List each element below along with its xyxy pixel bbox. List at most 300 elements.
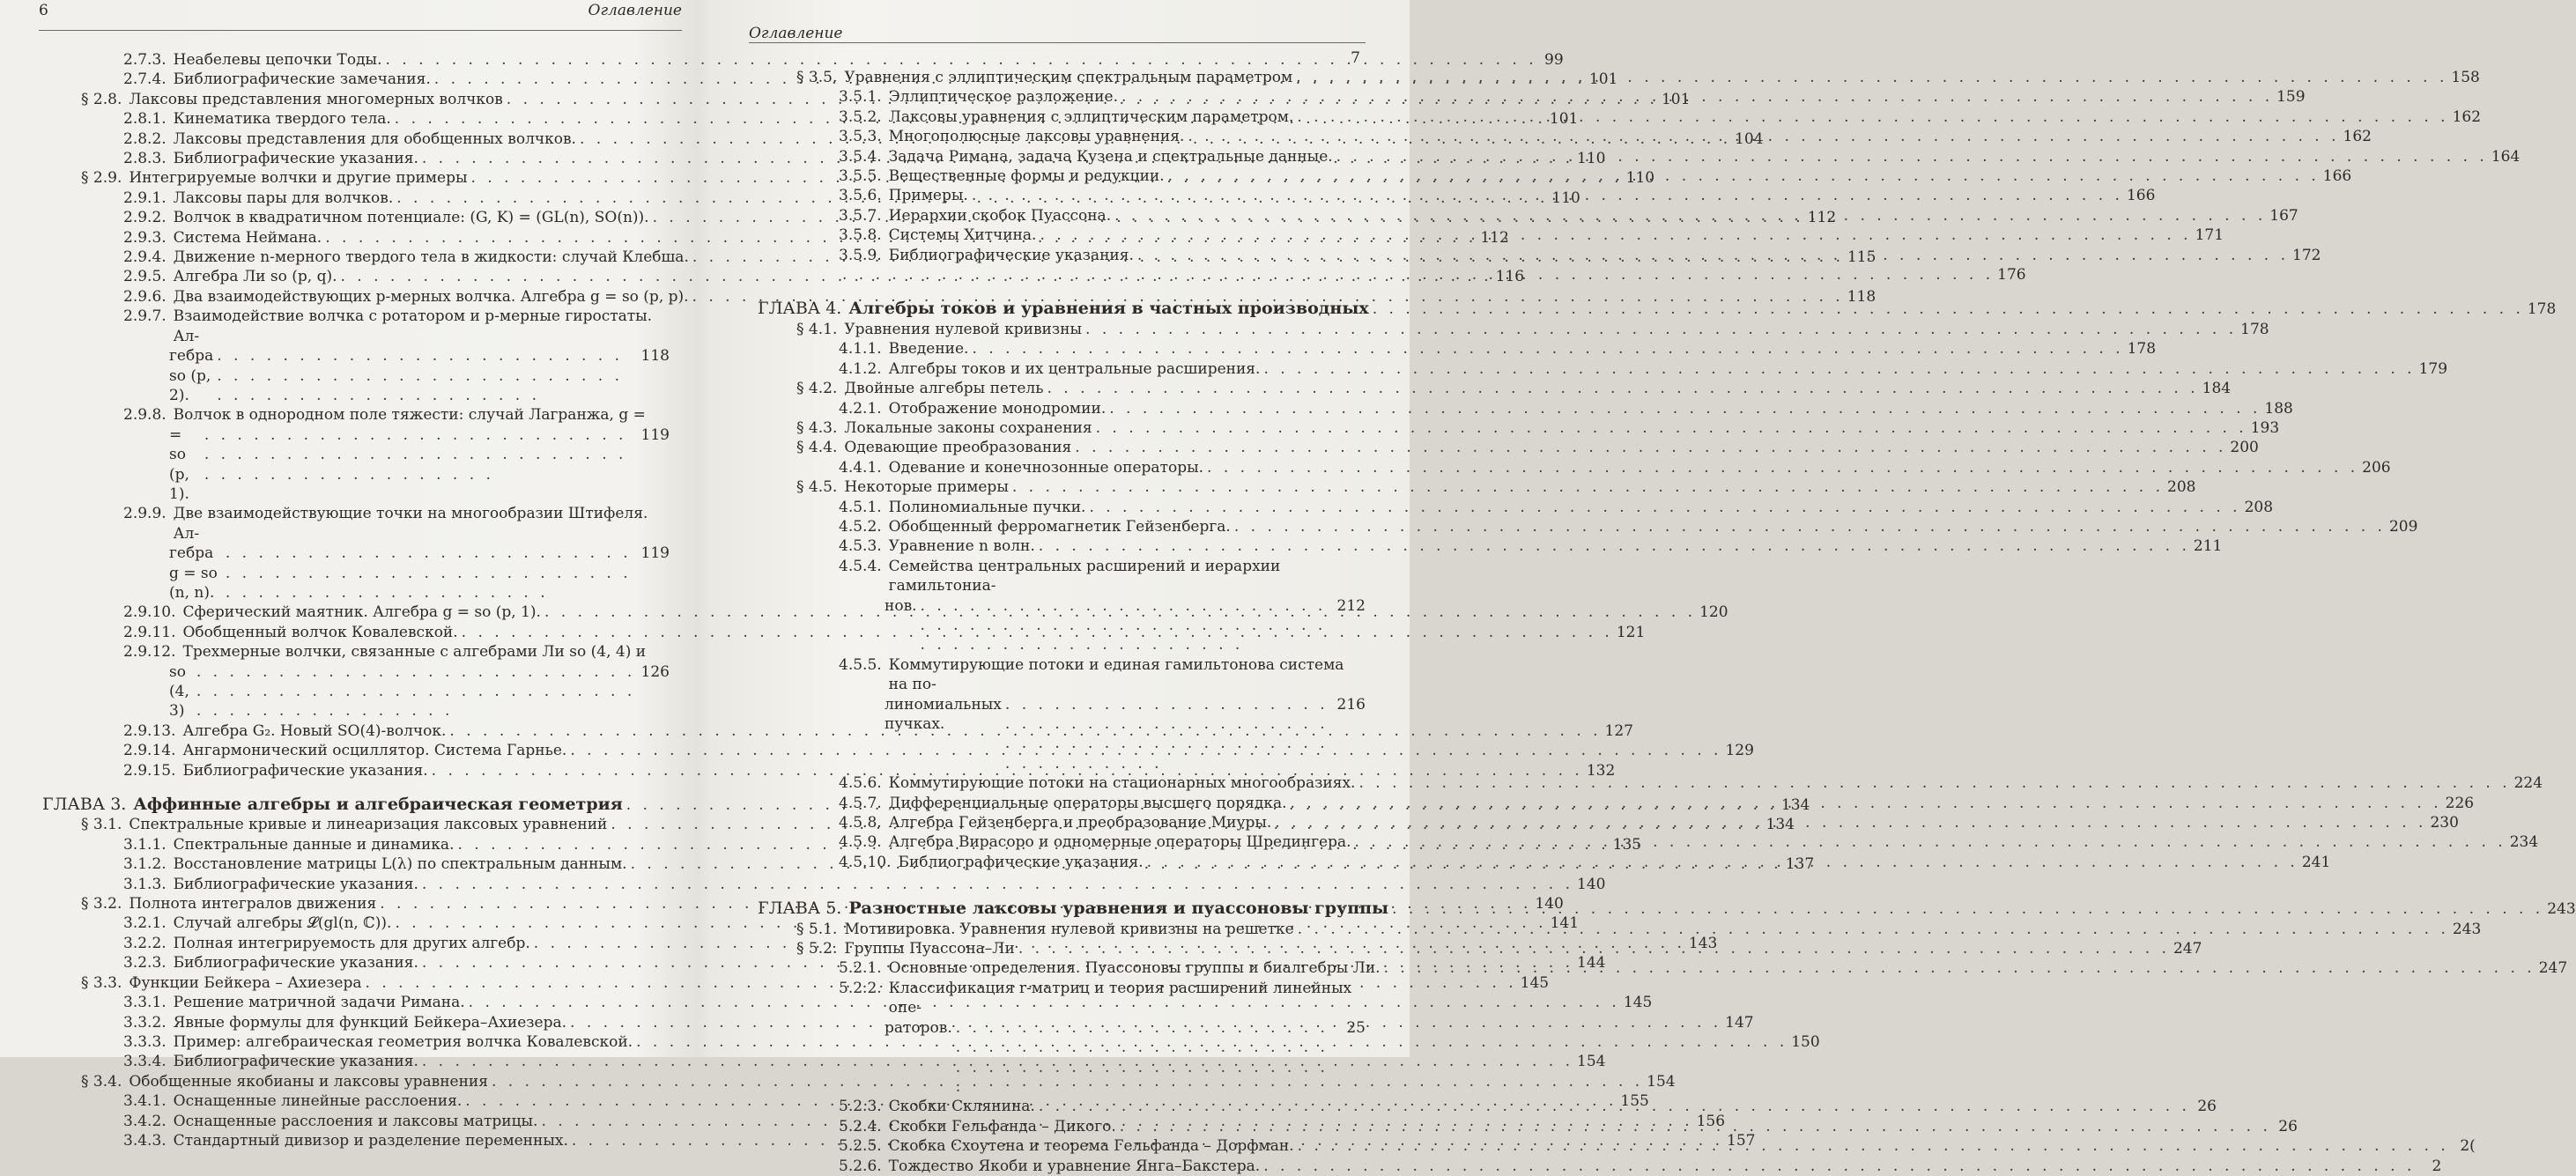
entry-number: 4.5.1. bbox=[839, 498, 882, 516]
entry-number: § 5.2. bbox=[796, 940, 838, 958]
entry-number: § 3.3. bbox=[81, 973, 122, 992]
entry-page: 141 bbox=[1550, 914, 1580, 933]
entry-line-2 bbox=[839, 1018, 1366, 1098]
entry-number: 3.5.5. bbox=[839, 167, 882, 186]
entry-title-continued: = so (p, 1). bbox=[169, 425, 189, 503]
entry-title: Обобщенные якобианы и лаксовы уравнения bbox=[129, 1072, 488, 1091]
entry-number: 3.4.1. bbox=[123, 1092, 167, 1111]
entry-number: 3.2.2. bbox=[123, 934, 167, 952]
entry-page: 2( bbox=[2460, 1137, 2476, 1156]
entry-number: 4.5.5. bbox=[839, 655, 882, 674]
leader-dots bbox=[1120, 1117, 2271, 1136]
entry-number: 2.9.10. bbox=[123, 603, 176, 622]
entry-title: Волчок в квадратичном потенциале: (G, K) = (GL(n), SO(n)). bbox=[173, 209, 649, 227]
entry-number: 3.2.1. bbox=[123, 914, 167, 933]
entry-title: Основные определения. Пуассоновы группы и биалгебры Ли. bbox=[888, 959, 1381, 978]
leader-dots bbox=[1114, 206, 2266, 226]
page-number: 7 bbox=[1351, 49, 1360, 67]
entry-page: 209 bbox=[2388, 517, 2418, 536]
leader-dots bbox=[1275, 813, 2426, 832]
entry-title: Лаксовы уравнения с эллиптическим параметром. bbox=[888, 107, 1294, 126]
entry-line-1 bbox=[123, 642, 670, 662]
leader-dots bbox=[1392, 899, 2543, 919]
leader-dots bbox=[1336, 147, 2488, 166]
entry-title: Две взаимодействующие точки на многообразии Штифеля. Ал- bbox=[173, 505, 648, 543]
entry-number: 4.1.2. bbox=[839, 359, 882, 378]
toc-subsection-entry[interactable] bbox=[42, 267, 1525, 286]
entry-title: Лаксовы представления для обобщенных волчков. bbox=[173, 129, 576, 148]
entry-title: Функции Бейкера – Ахиезера bbox=[129, 973, 362, 992]
entry-number: 2.8.1. bbox=[123, 110, 167, 129]
leader-dots bbox=[1384, 958, 2535, 978]
leader-dots bbox=[1018, 939, 2170, 958]
entry-page: 150 bbox=[1791, 1032, 1820, 1051]
entry-page: 129 bbox=[1725, 742, 1754, 760]
entry-page: 119 bbox=[640, 425, 670, 444]
leader-dots bbox=[972, 186, 2123, 205]
entry-title: Восстановление матрицы L(λ) по спектральным данным. bbox=[173, 855, 627, 874]
entry-title: Группы Пуассона–Ли bbox=[844, 940, 1015, 958]
entry-number: 3.4.2. bbox=[123, 1112, 167, 1130]
entry-number: 4.5.6. bbox=[839, 774, 882, 793]
entry-line-2 bbox=[123, 544, 670, 603]
entry-title-continued: линомиальных пучках. bbox=[885, 695, 1002, 733]
entry-title: Интегрируемые волчки и другие примеры bbox=[129, 169, 468, 188]
entry-page: 171 bbox=[2195, 226, 2224, 245]
entry-page: 159 bbox=[2276, 88, 2306, 107]
entry-title: Оснащенные линейные расслоения. bbox=[173, 1092, 463, 1111]
entry-title: Ангармонический осциллятор. Система Гарнье. bbox=[182, 742, 567, 760]
entry-number: 3.5.1. bbox=[839, 88, 882, 107]
entry-title: Обобщенный ферромагнетик Гейзенберга. bbox=[888, 517, 1231, 536]
leader-dots bbox=[1109, 399, 2261, 418]
toc-subsection-entry[interactable] bbox=[42, 405, 670, 504]
toc-subsection-entry[interactable] bbox=[42, 623, 1646, 642]
toc-subsection-entry[interactable] bbox=[758, 359, 2448, 379]
chapter-number: ГЛАВА 5. bbox=[758, 899, 842, 919]
entry-page: 120 bbox=[1699, 603, 1728, 622]
entry-number: § 3.4. bbox=[81, 1072, 122, 1091]
toc-subsection-entry[interactable] bbox=[42, 721, 1633, 741]
entry-page: 200 bbox=[2230, 439, 2259, 457]
entry-page: 164 bbox=[2491, 147, 2520, 166]
entry-title: Два взаимодействующих p-мерных волчка. Алгебра g = so (p, p). bbox=[173, 287, 689, 306]
entry-line-2 bbox=[123, 425, 670, 505]
running-title: Оглавление bbox=[749, 25, 843, 42]
entry-page: 208 bbox=[2244, 498, 2274, 516]
entry-title: Библиографические указания. bbox=[173, 875, 418, 893]
entry-page: 155 bbox=[1620, 1092, 1649, 1111]
entry-page: 145 bbox=[1623, 994, 1653, 1012]
entry-number: 4.2.1. bbox=[839, 399, 882, 418]
entry-number: 3.3.2. bbox=[123, 1013, 167, 1032]
entry-title: Спектральные кривые и линеаризация лаксовых уравнений bbox=[129, 816, 608, 834]
entry-page: 110 bbox=[1577, 150, 1606, 168]
entry-page: 26 bbox=[2197, 1098, 2217, 1116]
entry-title: Коммутирующие потоки на стационарных многообразиях. bbox=[888, 774, 1356, 793]
entry-number: 2.9.7. bbox=[123, 307, 167, 326]
entry-title: Уравнения с эллиптическим спектральным параметром bbox=[844, 69, 1293, 86]
entry-title: Алгебра Гейзенберга и преобразование Миуры. bbox=[888, 814, 1272, 832]
entry-title: Введение. bbox=[888, 340, 969, 359]
entry-number: 5.2.6. bbox=[839, 1157, 882, 1175]
entry-title: Стандартный дивизор и разделение переменных. bbox=[173, 1131, 568, 1150]
entry-page: 116 bbox=[1495, 268, 1525, 286]
toc-subsection-entry[interactable] bbox=[42, 761, 1616, 780]
entry-title: Тождество Якоби и уравнение Янга–Бакстера. bbox=[888, 1157, 1261, 1175]
entry-page: 247 bbox=[2538, 959, 2568, 978]
leader-dots bbox=[1168, 166, 2320, 186]
entry-page: 126 bbox=[640, 662, 670, 681]
entry-page: 110 bbox=[1625, 169, 1655, 188]
entry-title: Дифференциальные операторы высшего порядка. bbox=[888, 794, 1287, 812]
entry-title: Алгебра Вирасоро и одномерные операторы Шредингера. bbox=[888, 833, 1351, 852]
entry-page: 247 bbox=[2173, 940, 2202, 958]
entry-number: 2.9.14. bbox=[123, 742, 176, 760]
toc-subsection-entry[interactable] bbox=[758, 399, 2293, 418]
entry-title: Трехмерные волчки, связанные с алгебрами Ли so (4, 4) и bbox=[182, 643, 647, 662]
entry-page: 99 bbox=[1544, 51, 1564, 69]
leader-dots bbox=[1040, 226, 2191, 245]
entry-number: § 5.1. bbox=[796, 920, 838, 938]
entry-number: 4.5.10. bbox=[839, 853, 892, 871]
toc-section-entry[interactable] bbox=[758, 477, 2196, 497]
toc-subsection-entry[interactable] bbox=[42, 50, 1564, 70]
entry-number: 3.5.3. bbox=[839, 128, 882, 146]
entry-number: § 3.2. bbox=[81, 895, 122, 913]
entry-page: 162 bbox=[2452, 107, 2482, 126]
toc-subsection-entry[interactable] bbox=[758, 979, 1366, 1097]
entry-number: § 2.8. bbox=[81, 90, 122, 108]
entry-number: 2.9.15. bbox=[123, 761, 176, 780]
entry-page: 112 bbox=[1480, 228, 1509, 247]
entry-title: Кинематика твердого тела. bbox=[173, 110, 391, 129]
entry-title: Движение n-мерного твердого тела в жидкости: случай Клебша. bbox=[173, 248, 689, 267]
toc-section-entry[interactable] bbox=[758, 438, 2259, 457]
chapter-title: Разностные лаксовы уравнения и пуассоновы группы bbox=[848, 899, 1389, 919]
entry-number: 5.2.3. bbox=[839, 1098, 882, 1116]
entry-title: Случай алгебры 𝓛(gl(n, ℂ)). bbox=[173, 914, 392, 933]
left-running-head bbox=[39, 0, 682, 31]
entry-title: Скобки Склянина. bbox=[888, 1098, 1035, 1116]
toc-subsection-entry[interactable] bbox=[42, 307, 670, 405]
entry-page: 178 bbox=[2127, 340, 2157, 359]
leader-dots bbox=[1121, 87, 2273, 107]
entry-number: 3.1.1. bbox=[123, 835, 167, 854]
entry-page: 101 bbox=[1588, 70, 1618, 89]
entry-page: 145 bbox=[1520, 973, 1550, 992]
entry-number: 2.9.2. bbox=[123, 209, 167, 227]
entry-page: 179 bbox=[2418, 359, 2448, 378]
entry-number: 2.9.1. bbox=[123, 189, 167, 207]
entry-page: 134 bbox=[1765, 816, 1795, 834]
entry-title: Локальные законы сохранения bbox=[844, 418, 1092, 437]
chapter-heading[interactable] bbox=[758, 299, 2557, 319]
entry-title: Вещественные формы и редукции. bbox=[888, 167, 1165, 186]
entry-page: 137 bbox=[1785, 855, 1815, 874]
entry-page: 104 bbox=[1735, 129, 1764, 148]
leader-dots bbox=[1085, 320, 2237, 339]
leader-dots bbox=[1234, 517, 2386, 536]
toc-subsection-entry[interactable] bbox=[758, 1157, 2442, 1176]
entry-title: Полнота интегралов движения bbox=[129, 895, 377, 913]
toc-section-entry[interactable] bbox=[42, 1072, 1676, 1091]
entry-title: Сферический маятник. Алгебра g = so (p, 1). bbox=[182, 603, 541, 622]
entry-page: 216 bbox=[1336, 695, 1366, 714]
entry-page: 144 bbox=[1577, 954, 1606, 973]
entry-page: 230 bbox=[2430, 814, 2459, 832]
entry-number: 2.9.3. bbox=[123, 228, 167, 247]
toc-section-entry[interactable] bbox=[758, 320, 2269, 339]
entry-title: Библиографические указания. bbox=[173, 954, 418, 973]
entry-page: 206 bbox=[2362, 458, 2391, 477]
entry-number: § 2.9. bbox=[81, 169, 122, 188]
entry-title: Одевание и конечнозонные операторы. bbox=[888, 458, 1204, 477]
entry-page: 211 bbox=[2193, 537, 2223, 556]
entry-title: Уравнение n волн. bbox=[888, 537, 1035, 556]
entry-number: § 4.1. bbox=[796, 320, 838, 338]
entry-title: Скобки Гельфанда – Дикого. bbox=[888, 1117, 1116, 1135]
entry-title-continued: гебра so (p, 2). bbox=[169, 347, 214, 404]
leader-dots bbox=[1373, 300, 2524, 319]
entry-number: 3.1.2. bbox=[123, 855, 167, 874]
chapter-page: 178 bbox=[2527, 300, 2557, 319]
entry-number: § 4.4. bbox=[796, 439, 838, 457]
entry-page: 154 bbox=[1647, 1072, 1676, 1091]
entry-number: 2.7.3. bbox=[123, 51, 167, 69]
entry-title: Библиографические замечания. bbox=[173, 70, 431, 89]
leader-dots bbox=[1005, 695, 1334, 774]
chapter-page: 134 bbox=[1780, 796, 1810, 815]
entry-line-1 bbox=[123, 307, 670, 346]
entry-title: Библиографические указания. bbox=[888, 246, 1134, 264]
leader-dots bbox=[956, 1018, 1339, 1098]
entry-number: 2.9.11. bbox=[123, 623, 176, 641]
entry-title: Уравнения нулевой кривизны bbox=[844, 320, 1083, 338]
entry-page: 188 bbox=[2264, 399, 2293, 418]
entry-line-2 bbox=[839, 695, 1366, 774]
entry-title: Обобщенный волчок Ковалевской. bbox=[182, 623, 458, 641]
entry-line-1 bbox=[839, 655, 1366, 695]
leader-dots bbox=[1075, 438, 2226, 457]
entry-number: § 3.5. bbox=[796, 69, 838, 86]
entry-number: 4.5.2. bbox=[839, 517, 882, 536]
entry-page: 118 bbox=[1847, 287, 1876, 306]
toc-subsection-entry[interactable] bbox=[758, 517, 2418, 536]
entry-number: 4.5.7. bbox=[839, 794, 882, 812]
entry-number: 2.8.3. bbox=[123, 150, 167, 168]
entry-number: 3.5.2. bbox=[839, 107, 882, 126]
entry-title: Алгебра G₂. Новый SO(4)-волчок. bbox=[182, 721, 447, 740]
leader-dots bbox=[1012, 477, 2164, 497]
toc-subsection-entry[interactable] bbox=[42, 741, 1754, 760]
entry-page: 154 bbox=[1577, 1053, 1606, 1071]
toc-subsection-entry[interactable] bbox=[758, 655, 1366, 773]
toc-subsection-entry[interactable] bbox=[758, 557, 1366, 655]
entry-page: 241 bbox=[2301, 853, 2331, 871]
entry-page: 132 bbox=[1586, 761, 1616, 780]
leader-dots bbox=[1039, 1097, 2190, 1116]
entry-title: Спектральные данные и динамика. bbox=[173, 835, 455, 854]
entry-page: 156 bbox=[1696, 1112, 1726, 1130]
entry-title: Волчок в однородном поле тяжести: случай Лагранжа, g = bbox=[173, 406, 646, 425]
entry-title: Лаксовы представления многомерных волчков bbox=[129, 90, 503, 108]
entry-number: 2.9.4. bbox=[123, 248, 167, 267]
toc-subsection-entry[interactable] bbox=[758, 458, 2391, 477]
entry-line-2 bbox=[839, 596, 1366, 655]
entry-number: § 4.3. bbox=[796, 418, 838, 437]
entry-page: 157 bbox=[1727, 1131, 1756, 1150]
entry-page: 166 bbox=[2322, 167, 2352, 186]
entry-number: 3.3.3. bbox=[123, 1032, 167, 1051]
toc-subsection-entry[interactable] bbox=[758, 339, 2157, 359]
entry-page: 176 bbox=[1997, 266, 2026, 285]
entry-title: Мотивировка. Уравнения нулевой кривизны на решетке bbox=[844, 920, 1294, 938]
entry-title: Система Неймана. bbox=[173, 228, 322, 247]
leader-dots bbox=[1358, 773, 2510, 793]
entry-number: 2.9.12. bbox=[123, 643, 176, 662]
toc-subsection-entry[interactable] bbox=[42, 642, 670, 721]
leader-dots bbox=[226, 544, 638, 603]
entry-page: 26 bbox=[2278, 1117, 2298, 1135]
leader-dots bbox=[1263, 359, 2415, 379]
entry-page: 158 bbox=[2451, 69, 2480, 86]
entry-number: 4.4.1. bbox=[839, 458, 882, 477]
entry-number: 2.9.6. bbox=[123, 287, 167, 306]
entry-page: 184 bbox=[2202, 380, 2232, 398]
leader-dots bbox=[1047, 379, 2199, 398]
entry-page: 143 bbox=[1688, 934, 1718, 952]
entry-number: 3.4.3. bbox=[123, 1131, 167, 1150]
entry-title: Полная интегрируемость для других алгебр. bbox=[173, 934, 530, 952]
entry-number: 2.9.5. bbox=[123, 268, 167, 286]
toc-subsection-entry[interactable] bbox=[758, 498, 2274, 517]
entry-page: 135 bbox=[1612, 835, 1642, 854]
entry-title-continued: раторов. bbox=[885, 1018, 952, 1037]
entry-title: Библиографические указания. bbox=[173, 1053, 418, 1071]
entry-line-2 bbox=[123, 346, 670, 405]
toc-subsection-entry[interactable] bbox=[42, 875, 1606, 894]
toc-subsection-entry[interactable] bbox=[42, 1032, 1820, 1052]
entry-page: 162 bbox=[2343, 128, 2372, 146]
entry-number: 5.2.5. bbox=[839, 1137, 882, 1156]
entry-number: 3.5.9. bbox=[839, 246, 882, 264]
leader-dots bbox=[1039, 536, 2190, 556]
entry-title: Библиографические указания. bbox=[898, 853, 1144, 871]
chapter-title: Алгебры токов и уравнения в частных производных bbox=[848, 299, 1369, 319]
entry-number: 4.5.4. bbox=[839, 557, 882, 575]
entry-title-continued: нов. bbox=[885, 596, 917, 615]
toc-subsection-entry[interactable] bbox=[42, 287, 1876, 307]
entry-title: Примеры. bbox=[888, 187, 968, 205]
leader-dots bbox=[1355, 832, 2506, 852]
entry-title: Отображение монодромии. bbox=[888, 399, 1107, 418]
entry-number: 3.5.4. bbox=[839, 147, 882, 166]
entry-number: § 4.5. bbox=[796, 478, 838, 497]
leader-dots bbox=[1137, 246, 2289, 265]
leader-dots bbox=[1296, 68, 2447, 87]
toc-section-entry[interactable] bbox=[758, 418, 2280, 438]
entry-number: 2.9.8. bbox=[123, 406, 167, 425]
toc-subsection-entry[interactable] bbox=[42, 504, 670, 603]
entry-title: Алгебры токов и их центральные расширения. bbox=[888, 359, 1261, 378]
toc-subsection-entry[interactable] bbox=[758, 536, 2223, 556]
leader-dots bbox=[1298, 1136, 2449, 1156]
leader-dots bbox=[196, 662, 638, 721]
toc-subsection-entry[interactable] bbox=[42, 1052, 1606, 1071]
entry-title: Системы Хитчина. bbox=[888, 226, 1037, 245]
entry-number: 2.7.4. bbox=[123, 70, 167, 89]
chapter-title: Аффинные алгебры и алгебраическая геометрия bbox=[133, 795, 623, 815]
leader-dots bbox=[1188, 127, 2339, 146]
entry-title: Явные формулы для функций Бейкера–Ахиезера. bbox=[173, 1013, 567, 1032]
entry-title: Одевающие преобразования bbox=[844, 439, 1072, 457]
entry-number: 3.3.1. bbox=[123, 994, 167, 1012]
entry-line-1 bbox=[123, 504, 670, 544]
entry-title: Лаксовы пары для волчков. bbox=[173, 189, 394, 207]
entry-title: Многополюсные лаксовы уравнения. bbox=[888, 128, 1185, 146]
chapter-page: 243 bbox=[2547, 900, 2576, 919]
entry-number: 3.5.7. bbox=[839, 206, 882, 225]
entry-title: Оснащенные расслоения и лаксовы матрицы. bbox=[173, 1112, 538, 1130]
page-number: 6 bbox=[39, 2, 48, 19]
entry-number: 2.8.2. bbox=[123, 129, 167, 148]
leader-dots bbox=[1207, 458, 2358, 477]
entry-page: 118 bbox=[640, 347, 670, 366]
entry-title-continued: so (4, 3) bbox=[169, 662, 189, 721]
entry-number: § 4.2. bbox=[796, 380, 838, 398]
leader-dots bbox=[1089, 498, 2240, 517]
entry-number: 4.5.3. bbox=[839, 537, 882, 556]
entry-title: Иерархии скобок Пуассона. bbox=[888, 206, 1112, 225]
leader-dots bbox=[1297, 107, 2448, 127]
toc-section-entry[interactable] bbox=[758, 379, 2232, 398]
entry-title: Двойные алгебры петель bbox=[844, 380, 1044, 398]
entry-number: 3.3.4. bbox=[123, 1053, 167, 1071]
entry-title: Коммутирующие потоки и единая гамильтонова система на по- bbox=[888, 655, 1344, 694]
entry-title-continued: гебра g = so (n, n). bbox=[169, 544, 218, 602]
entry-number: 2.9.9. bbox=[123, 505, 167, 523]
entry-page: 208 bbox=[2167, 478, 2196, 497]
leader-dots bbox=[1263, 1157, 2415, 1176]
entry-title: Взаимодействие волчка с ротатором и p-мерные гиростаты. Ал- bbox=[173, 307, 653, 345]
entry-number: § 3.1. bbox=[81, 816, 122, 834]
entry-title: Пример: алгебраическая геометрия волчка Ковалевской. bbox=[173, 1032, 633, 1051]
entry-page: 212 bbox=[1336, 596, 1366, 615]
entry-line-1 bbox=[123, 405, 670, 425]
entry-title: Неабелевы цепочки Тоды. bbox=[173, 51, 382, 69]
entry-number: 5.2.4. bbox=[839, 1117, 882, 1135]
leader-dots bbox=[204, 425, 638, 484]
entry-number: 4.5.8. bbox=[839, 814, 882, 832]
running-title: Оглавление bbox=[588, 2, 682, 19]
entry-line-2 bbox=[123, 662, 670, 721]
entry-page: 112 bbox=[1807, 209, 1837, 227]
entry-number: 3.1.3. bbox=[123, 875, 167, 893]
entry-page: 110 bbox=[1551, 189, 1580, 207]
entry-page: 226 bbox=[2445, 794, 2475, 812]
leader-dots bbox=[1147, 853, 2298, 872]
entry-page: 140 bbox=[1535, 895, 1564, 913]
entry-line-1 bbox=[839, 979, 1366, 1018]
entry-number: 4.1.1. bbox=[839, 340, 882, 359]
leader-dots bbox=[842, 265, 1994, 285]
leader-dots bbox=[972, 339, 2123, 359]
leader-dots bbox=[217, 346, 637, 405]
entry-page: 224 bbox=[2513, 774, 2543, 793]
toc-subsection-entry[interactable] bbox=[758, 773, 2543, 793]
entry-page: 2 bbox=[2432, 1157, 2442, 1175]
